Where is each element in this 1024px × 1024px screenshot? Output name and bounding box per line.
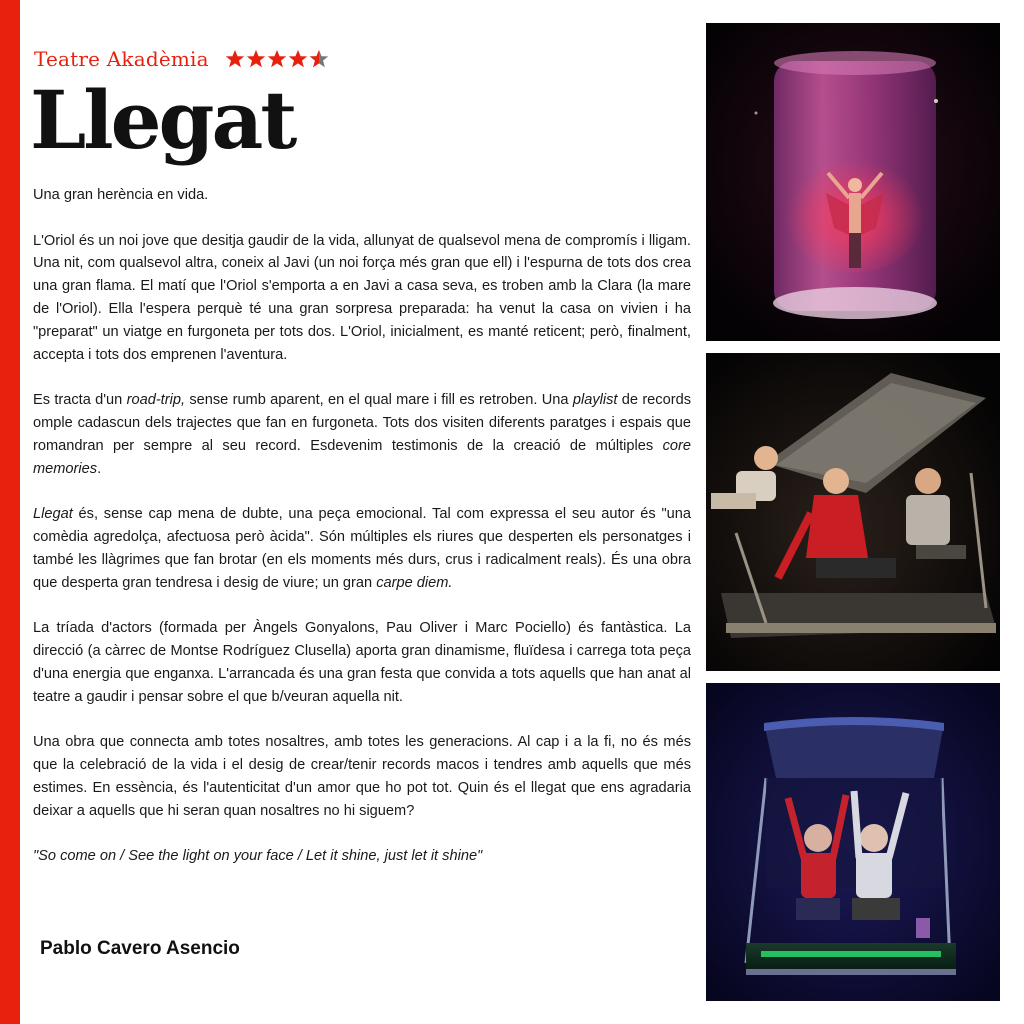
star-icon [246, 49, 266, 69]
review-header [34, 44, 330, 74]
song-quote: "So come on / See the light on your face / Let it shine, just let it shine" [33, 848, 483, 865]
star-icon [225, 49, 245, 69]
red-side-bar [0, 0, 20, 1024]
review-body [33, 184, 691, 868]
author-name: Pablo Cavero Asencio [40, 938, 240, 959]
review-subtitle: Una gran herència en vida. [33, 187, 209, 203]
paragraph-emotional: Llegat és, sense cap mena de dubte, una peça emocional. Tal com expressa el seu autor és "una comèdia agredolça, afectuosa però àcida". Són múltiples els riures que desperten els personatges i també les llàgrimes que fan brotar (en els moments més durs, crus i radicalment reals). És una obra que desperta gran tendresa i desig de viure; un gran carpe diem. [33, 506, 691, 591]
stage-photo-blue-van [706, 683, 1000, 1001]
half-star-icon [309, 49, 329, 69]
play-title: Llegat [30, 73, 295, 167]
venue-name: Teatre Akadèmia [34, 47, 209, 71]
star-icon [267, 49, 287, 69]
star-icon [288, 49, 308, 69]
star-rating [225, 49, 330, 69]
paragraph-roadtrip: Es tracta d'un road-trip, sense rumb aparent, en el qual mare i fill es retroben. Una playlist de records omple cadascun dels trajectes que fan en furgoneta. Tots dos visiten diferents paratges i espais que romandran per sempre al seu record. Esdevenim testimonis de la creació de múltiples core memories. [33, 392, 691, 477]
paragraph-plot: L'Oriol és un noi jove que desitja gaudir de la vida, allunyat de qualsevol mena de compromís i lligam. Una nit, com qualsevol altra, coneix al Javi (un noi força més gran que ell) i l'espurna de tots dos crea una gran flama. El matí que l'Oriol s'emporta a en Javi a casa seva, es troben amb la Clara (la mare de l'Oriol). Ella l'espera perquè té una gran sorpresa preparada: ha venut la casa on vivien i ha "preparat" un viatge en furgoneta per tots dos. L'Oriol, inicialment, es manté reticent; però, finalment, accepta i tots dos emprenen l'aventura. [33, 232, 691, 363]
stage-photo-van-actors [706, 353, 1000, 671]
stage-photo-cylinder [706, 23, 1000, 341]
paragraph-cast: La tríada d'actors (formada per Àngels Gonyalons, Pau Oliver i Marc Pociello) és fantàstica. La direcció (a càrrec de Montse Rodríguez Clusella) aporta gran dinamisme, fluïdesa i carrega tota peça d'una energia que enganxa. L'arrancada és una gran festa que convida a tots aquells que han anat al teatre a gaudir i pensar sobre el que b/veuran aquella nit. [33, 620, 691, 705]
paragraph-conclusion: Una obra que connecta amb totes nosaltres, amb totes les generacions. Al cap i a la fi, no és més que la celebració de la vida i el desig de crear/tenir records macos i tendres amb aquells que més estimes. En essència, és l'autenticitat d'un amor que ho pot tot. Quin és el llegat que ens agradaria deixar a aquells que hi seran quan nosaltres no hi siguem? [33, 734, 691, 819]
